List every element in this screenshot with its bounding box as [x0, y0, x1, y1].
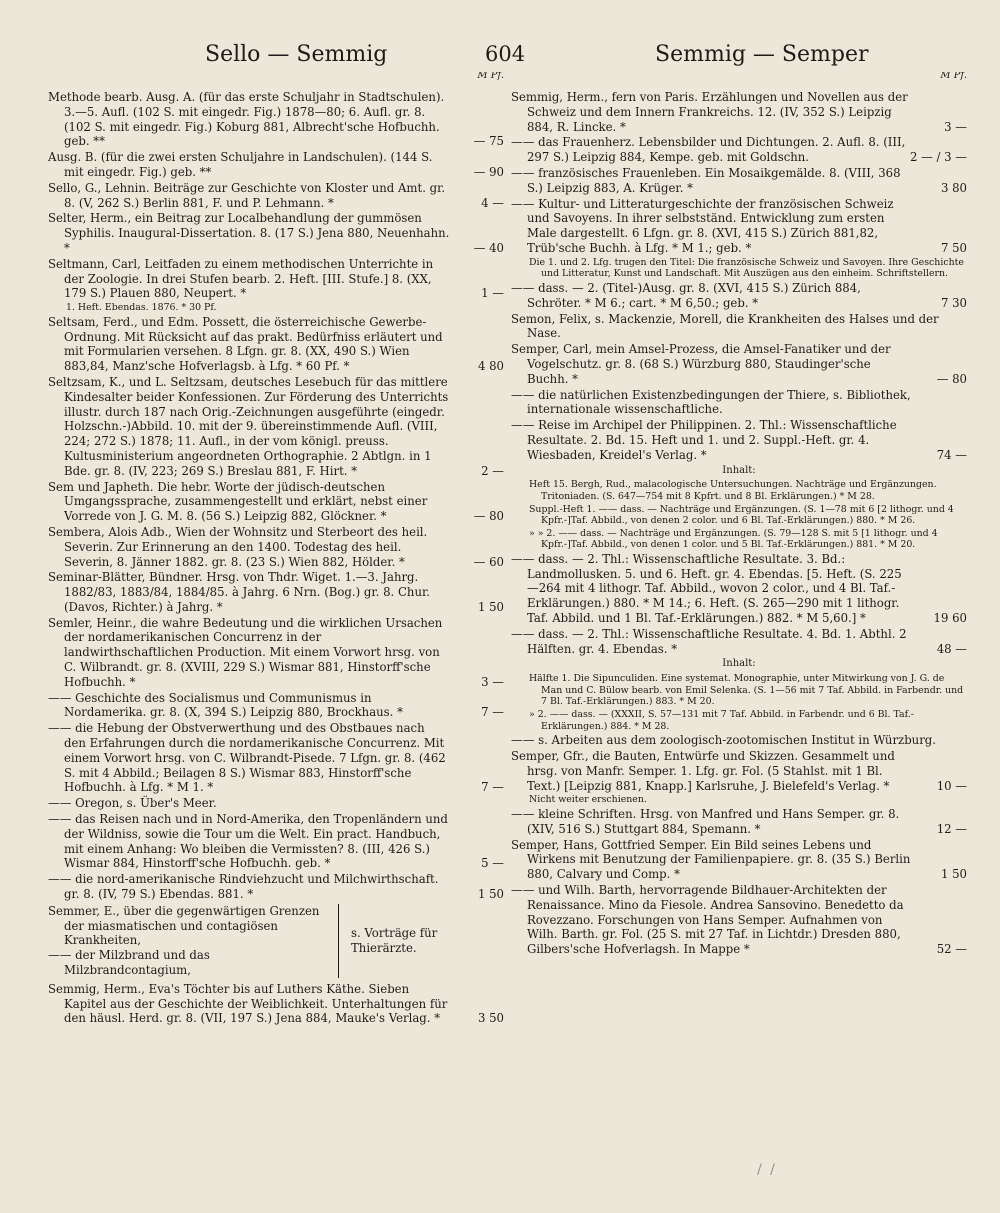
entry-price: 3 —: [481, 674, 504, 689]
catalog-entry: [48, 812, 504, 871]
entry-text: Semon, Felix, s. Mackenzie, Morell, die Krankheiten des Halses und der Nase.: [511, 311, 939, 341]
catalog-entry: [511, 135, 967, 165]
entry-text: Inhalt:: [722, 464, 756, 476]
left-column-entries: [48, 90, 504, 1027]
entry-price: 7 50: [940, 240, 967, 255]
entry-price: 4 —: [481, 195, 504, 210]
entry-price: — 40: [473, 240, 504, 255]
entry-text: Heft 15. Bergh, Rud., malacologische Untersuchungen. Nachträge und Ergänzungen. Tritoniaden. (S. 647—754 mit 8 Kpfrt. und 8 Bl. Erklärungen.) * M 28.: [529, 479, 937, 502]
catalog-entry: [511, 838, 967, 882]
entry-price: 19 60: [933, 611, 967, 626]
catalog-entry: [48, 721, 504, 795]
contents-heading: [511, 657, 967, 672]
entry-text: Sembera, Alois Adb., Wien der Wohnsitz und Sterbeort des heil. Severin. Zur Erinnerung an den 1400. Todestag des heil. Severin, 8. Jänner 1882. gr. 8. (23 S.) Wien 882, Hölder. *: [48, 524, 428, 569]
entry-text: —— und Wilh. Barth, hervorragende Bildhauer-Architekten der Renaissance. Mino da Fiesole. Andrea Sansovino. Benedetto da Rovezzano. Forschungen von Hans Semper. Aufnahmen von Wilh. Barth. gr. Fol. (25 S. mit 27 Taf. in Lichtdr.) Dresden 880, Gilbers'sche Hofverlagsh. In Mappe *: [511, 882, 904, 957]
entry-price: 52 —: [936, 942, 967, 957]
catalog-entry: Semmer, E., über die gegenwärtigen Grenzen der miasmatischen und contagiösen Krankheiten,: [48, 903, 320, 948]
catalog-entry: [48, 796, 504, 811]
right-column-entries: [511, 90, 967, 958]
entry-text: —— s. Arbeiten aus dem zoologisch-zootomischen Institut in Würzburg.: [511, 733, 936, 748]
catalog-entry: [48, 525, 504, 569]
entry-note: [511, 794, 967, 806]
catalog-entry: [511, 418, 967, 462]
catalog-entry: [48, 90, 504, 149]
entry-price: — 75: [473, 134, 504, 149]
entry-text: Semper, Gfr., die Bauten, Entwürfe und Skizzen. Gesammelt und hrsg. von Manfr. Semper. 1. Lfg. gr. Fol. (5 Stahlst. mit 1 Bl. Text.) [Leipzig 881, Knapp.] Karlsruhe, J. Bielefeld's Verlag. *: [511, 749, 895, 793]
catalog-entry: [48, 315, 504, 374]
entry-text: —— die Hebung der Obstverwerthung und des Obstbaues nach den Erfahrungen durch die nordamerikanische Concurrenz. Mit einem Vorwort hrsg. von C. Wilbrandt-Pisede. 7 Lfgn. gr. 8. (462 S. mit 4 Abbild.; Beilagen 8 S.) Wismar 883, Hinstorff'sche Hofbuchh. à Lfg. * M 1. *: [48, 721, 446, 795]
catalog-entry: [48, 982, 504, 1026]
page-marks: / /: [757, 1162, 777, 1178]
entry-note: [48, 302, 504, 314]
entry-note: [511, 709, 967, 732]
catalog-entry: [511, 90, 967, 134]
catalog-entry: —— der Milzbrand und das Milzbrandcontagium,: [48, 948, 210, 978]
page-number: 604: [485, 42, 526, 66]
entry-text: Suppl.-Heft 1. —— dass. — Nachträge und Ergänzungen. (S. 1—78 mit 6 [2 lithogr. und 4 Kpfr.-]Taf. Abbild., von denen 2 color. und 6 Bl. Taf.-Erklärungen.) 880. * M 26.: [529, 503, 954, 527]
running-head-right: Semmig — Semper: [655, 42, 869, 67]
entry-note: [511, 504, 967, 527]
entry-text: —— Geschichte des Socialismus und Communismus in Nordamerika. gr. 8. (X, 394 S.) Leipzig 880, Brockhaus. *: [48, 690, 403, 720]
entry-note: [511, 257, 967, 280]
entry-text: Nicht weiter erschienen.: [529, 794, 647, 806]
catalog-entry: [511, 749, 967, 793]
entry-text: Seltmann, Carl, Leitfaden zu einem methodischen Unterrichte in der Zoologie. In drei Stufen bearb. 2. Heft. [III. Stufe.] 8. (XX, 179 S.) Plauen 880, Neupert. *: [48, 256, 434, 301]
entry-price: 1 —: [481, 286, 504, 301]
entry-price: — 90: [473, 164, 504, 179]
catalog-entry: [48, 570, 504, 614]
brace-note: s. Vorträge für Thierärzte.: [351, 926, 438, 955]
entry-text: Semler, Heinr., die wahre Bedeutung und die wirklichen Ursachen der nordamerikanischen Concurrenz in der landwirthschaftlichen Production. Mit einem Vorwort hrsg. von C. Wilbrandt. gr. 8. (XVIII, 229 S.) Wismar 881, Hinstorff'sche Hofbuchh. *: [48, 615, 443, 689]
entry-text: —— kleine Schriften. Hrsg. von Manfred und Hans Semper. gr. 8. (XIV, 516 S.) Stuttgart 884, Spemann. *: [511, 807, 900, 836]
catalog-entry: [511, 166, 967, 196]
entry-text: —— dass. — 2. (Titel-)Ausg. gr. 8. (XVI, 415 S.) Zürich 884, Schröter. * M 6.; cart. * M 6,50.; geb. *: [511, 280, 861, 310]
entry-price: 2 —: [481, 463, 504, 478]
entry-text: » 2. —— dass. — (XXXII, S. 57—131 mit 7 Taf. Abbild. in Farbendr. und 6 Bl. Taf.-Erklärungen.) 884. * M 28.: [529, 709, 914, 732]
left-column: [48, 72, 504, 1162]
contents-heading: [511, 464, 967, 479]
catalog-entry: [48, 872, 504, 902]
entry-price: 1 50: [477, 599, 504, 614]
entry-text: —— Oregon, s. Über's Meer.: [48, 796, 217, 811]
entry-text: —— Kultur- und Litteraturgeschichte der französischen Schweiz und Savoyens. In ihrer selbstständ. Entwicklung zum ersten Male dargestellt. 6 Lfgn. gr. 8. (XVI, 415 S.) Zürich 881,82, Trüb'sche Buchh. à Lfg. * M 1.; geb. *: [511, 196, 894, 255]
entry-text: Sem und Japheth. Die hebr. Worte der jüdisch-deutschen Umgangssprache, zusammengestellt und erklärt, nebst einer Vorrede von J. G. M. 8. (56 S.) Leipzig 882, Glöckner. *: [48, 479, 428, 524]
entry-price: — 80: [473, 509, 504, 524]
entry-note: [511, 673, 967, 708]
entry-price: 3 80: [940, 180, 967, 195]
entry-price: 7 —: [481, 780, 504, 795]
entry-text: Methode bearb. Ausg. A. (für das erste Schuljahr in Stadtschulen). 3.—5. Aufl. (102 S. mit eingedr. Fig.) 1878—80; 6. Aufl. gr. 8. (102 S. mit eingedr. Fig.) Koburg 881, Albrecht'sche Hofbuchh. geb. **: [48, 90, 445, 149]
entry-price: 7 —: [481, 705, 504, 720]
catalog-entry: [511, 552, 967, 626]
entry-price: 2 — / 3 —: [909, 150, 967, 165]
catalog-entry: [48, 211, 504, 255]
entry-price: 7 30: [940, 295, 967, 310]
entry-text: Selter, Herm., ein Beitrag zur Localbehandlung der gummösen Syphilis. Inaugural-Dissertation. 8. (17 S.) Jena 880, Neuenhahn. *: [48, 211, 450, 255]
entry-note: [511, 528, 967, 551]
entry-text: Seltsam, Ferd., und Edm. Possett, die österreichische Gewerbe-Ordnung. Mit Rücksicht auf das prakt. Bedürfniss erläutert und mit Formularien versehen. 8 Lfgn. gr. 8. (XX, 490 S.) Wien 883,84, Manz'sche Hofverlagsb. à Lfg. * 60 Pf. *: [48, 314, 443, 374]
entry-text: Seminar-Blätter, Bündner. Hrsg. von Thdr. Wiget. 1.—3. Jahrg. 1882/83, 1883/84, 1884/85. à Jahrg. 6 Nrn. (Bog.) gr. 8. Chur. (Davos, Richter.) à Jahrg. *: [48, 570, 430, 614]
catalog-entry: [511, 281, 967, 311]
catalog-entry: [48, 691, 504, 721]
entry-price: 1 50: [477, 887, 504, 902]
catalog-entry: [511, 312, 967, 342]
entry-price: — 60: [473, 554, 504, 569]
entry-text: —— dass. — 2. Thl.: Wissenschaftliche Resultate. 3. Bd.: Landmollusken. 5. und 6. Heft. gr. 4. Ebendas. [5. Heft. (S. 225—264 mit 4 lithogr. Taf. Abbild., wovon 2 color., und 4 Bl. Taf.-Erklärungen.) 880. * M 14.; 6. Heft. (S. 265—290 mit 1 lithogr. Taf. Abbild. und 1 Bl. Taf.-Erklärungen.) 882. * M 5,60.] *: [511, 551, 902, 626]
catalog-entry: [48, 181, 504, 211]
catalog-entry: [511, 388, 967, 418]
entry-text: Semmig, Herm., fern von Paris. Erzählungen und Novellen aus der Schweiz und dem Innern Frankreichs. 12. (IV, 352 S.) Leipzig 884, R. Lincke. *: [511, 90, 908, 134]
entry-text: —— dass. — 2. Thl.: Wissenschaftliche Resultate. 4. Bd. 1. Abthl. 2 Hälften. gr. 4. Ebendas. *: [511, 626, 907, 656]
entry-price: 48 —: [936, 641, 967, 656]
entry-text: —— das Frauenherz. Lebensbilder und Dichtungen. 2. Aufl. 8. (III, 297 S.) Leipzig 884, Kempe. geb. mit Goldschn.: [511, 135, 906, 165]
money-units-label: M Pf.: [477, 72, 504, 81]
entry-text: —— die natürlichen Existenzbedingungen der Thiere, s. Bibliothek, internationale wissenschaftliche.: [511, 387, 911, 417]
running-head-left: Sello — Semmig: [205, 42, 388, 67]
brace-items: [48, 904, 339, 978]
entry-text: 1. Heft. Ebendas. 1876. * 30 Pf.: [66, 302, 217, 314]
entry-text: Inhalt:: [722, 658, 756, 670]
entry-text: —— das Reisen nach und in Nord-Amerika, den Tropenländern und der Wildniss, sowie die Tour um die Welt. Ein pract. Handbuch, mit einem Anhang: Wo bleiben die Vermissten? 8. (III, 426 S.) Wismar 884, Hinstorff'sche Hofbuchh. geb. *: [48, 812, 448, 871]
catalog-entry: [48, 375, 504, 479]
entry-price: — 80: [936, 371, 967, 386]
entry-text: Semper, Carl, mein Amsel-Prozess, die Amsel-Fanatiker und der Vogelschutz. gr. 8. (68 S.) Würzburg 880, Staudinger'sche Buchh. *: [511, 342, 891, 386]
entry-text: Semmig, Herm., Eva's Töchter bis auf Luthers Käthe. Sieben Kapitel aus der Geschichte der Weiblichkeit. Unterhaltungen für den häusl. Herd. gr. 8. (VII, 197 S.) Jena 884, Mauke's Verlag. *: [48, 981, 448, 1026]
entry-price: 4 80: [477, 359, 504, 374]
entry-text: » » 2. —— dass. — Nachträge und Ergänzungen. (S. 79—128 S. mit 5 [1 lithogr. und 4 Kpfr.-]Taf. Abbild., von denen 1 color. und 5 Bl. Taf.-Erklärungen.) 881. * M 20.: [529, 527, 938, 551]
catalog-entry: [511, 733, 967, 748]
entry-text: Die 1. und 2. Lfg. trugen den Titel: Die französische Schweiz und Savoyen. Ihre Geschichte und Litteratur, Kunst und Landschaft. Mit Auszügen aus den einheim. Schriftstellern.: [529, 256, 964, 280]
catalog-entry: [48, 257, 504, 301]
entry-text: —— französisches Frauenleben. Ein Mosaikgemälde. 8. (VIII, 368 S.) Leipzig 883, A. Krüger. *: [511, 165, 901, 195]
catalog-entry: [511, 807, 967, 837]
brace-group: [48, 904, 504, 978]
money-units-label: M Pf.: [940, 72, 967, 81]
entry-note: [511, 479, 967, 502]
entry-price: 12 —: [936, 821, 967, 836]
entry-price: 3 —: [944, 119, 967, 134]
entry-text: —— die nord-amerikanische Rindviehzucht und Milchwirthschaft. gr. 8. (IV, 79 S.) Ebendas. 881. *: [48, 872, 439, 902]
entry-price: 1 50: [940, 867, 967, 882]
catalog-entry: [511, 197, 967, 256]
entry-text: Seltzsam, K., und L. Seltzsam, deutsches Lesebuch für das mittlere Kindesalter beider Konfessionen. Zur Förderung des Unterrichts illustr. durch 187 nach Orig.-Zeichnungen ausgeführte (eingedr. Holzschn.-)Abbild. 10. mit der 9. übereinstimmende Aufl. (VIII, 224; 272 S.) 1878; 11. Aufl., in der vom königl. preuss. Kultusministerium angeordneten Orthographie. 2 Abtlgn. in 1 Bde. gr. 8. (IV, 223; 269 S.) Breslau 881, F. Hirt. *: [48, 374, 449, 478]
entry-price: 74 —: [936, 447, 967, 462]
catalog-entry: [511, 883, 967, 957]
entry-price: 3 50: [477, 1011, 504, 1026]
catalog-entry: [48, 616, 504, 690]
right-column: [511, 72, 967, 1162]
entry-price: 5 —: [481, 856, 504, 871]
entry-text: Hälfte 1. Die Sipunculiden. Eine systemat. Monographie, unter Mitwirkung von J. G. de Man und C. Bülow bearb. von Emil Selenka. (S. 1—56 mit 7 Taf. Abbild. in Farbendr. und 7 Bl. Taf.-Erklärungen.) 883. * M 20.: [529, 673, 964, 708]
entry-price: 10 —: [936, 778, 967, 793]
entry-text: Ausg. B. (für die zwei ersten Schuljahre in Landschulen). (144 S. mit eingedr. Fig.) geb. **: [48, 150, 433, 179]
catalog-entry: [48, 150, 504, 180]
catalog-entry: [511, 342, 967, 386]
entry-text: Semper, Hans, Gottfried Semper. Ein Bild seines Lebens und Wirkens mit Benutzung der Familienpapiere. gr. 8. (35 S.) Berlin 880, Calvary und Comp. *: [511, 837, 911, 882]
entry-text: Sello, G., Lehnin. Beiträge zur Geschichte von Kloster und Amt. gr. 8. (V, 262 S.) Berlin 881, F. und P. Lehmann. *: [48, 180, 446, 210]
catalog-entry: [511, 627, 967, 657]
catalog-entry: [48, 480, 504, 524]
entry-text: —— Reise im Archipel der Philippinen. 2. Thl.: Wissenschaftliche Resultate. 2. Bd. 15. Heft und 1. und 2. Suppl.-Heft. gr. 4. Wiesbaden, Kreidel's Verlag. *: [511, 418, 897, 462]
